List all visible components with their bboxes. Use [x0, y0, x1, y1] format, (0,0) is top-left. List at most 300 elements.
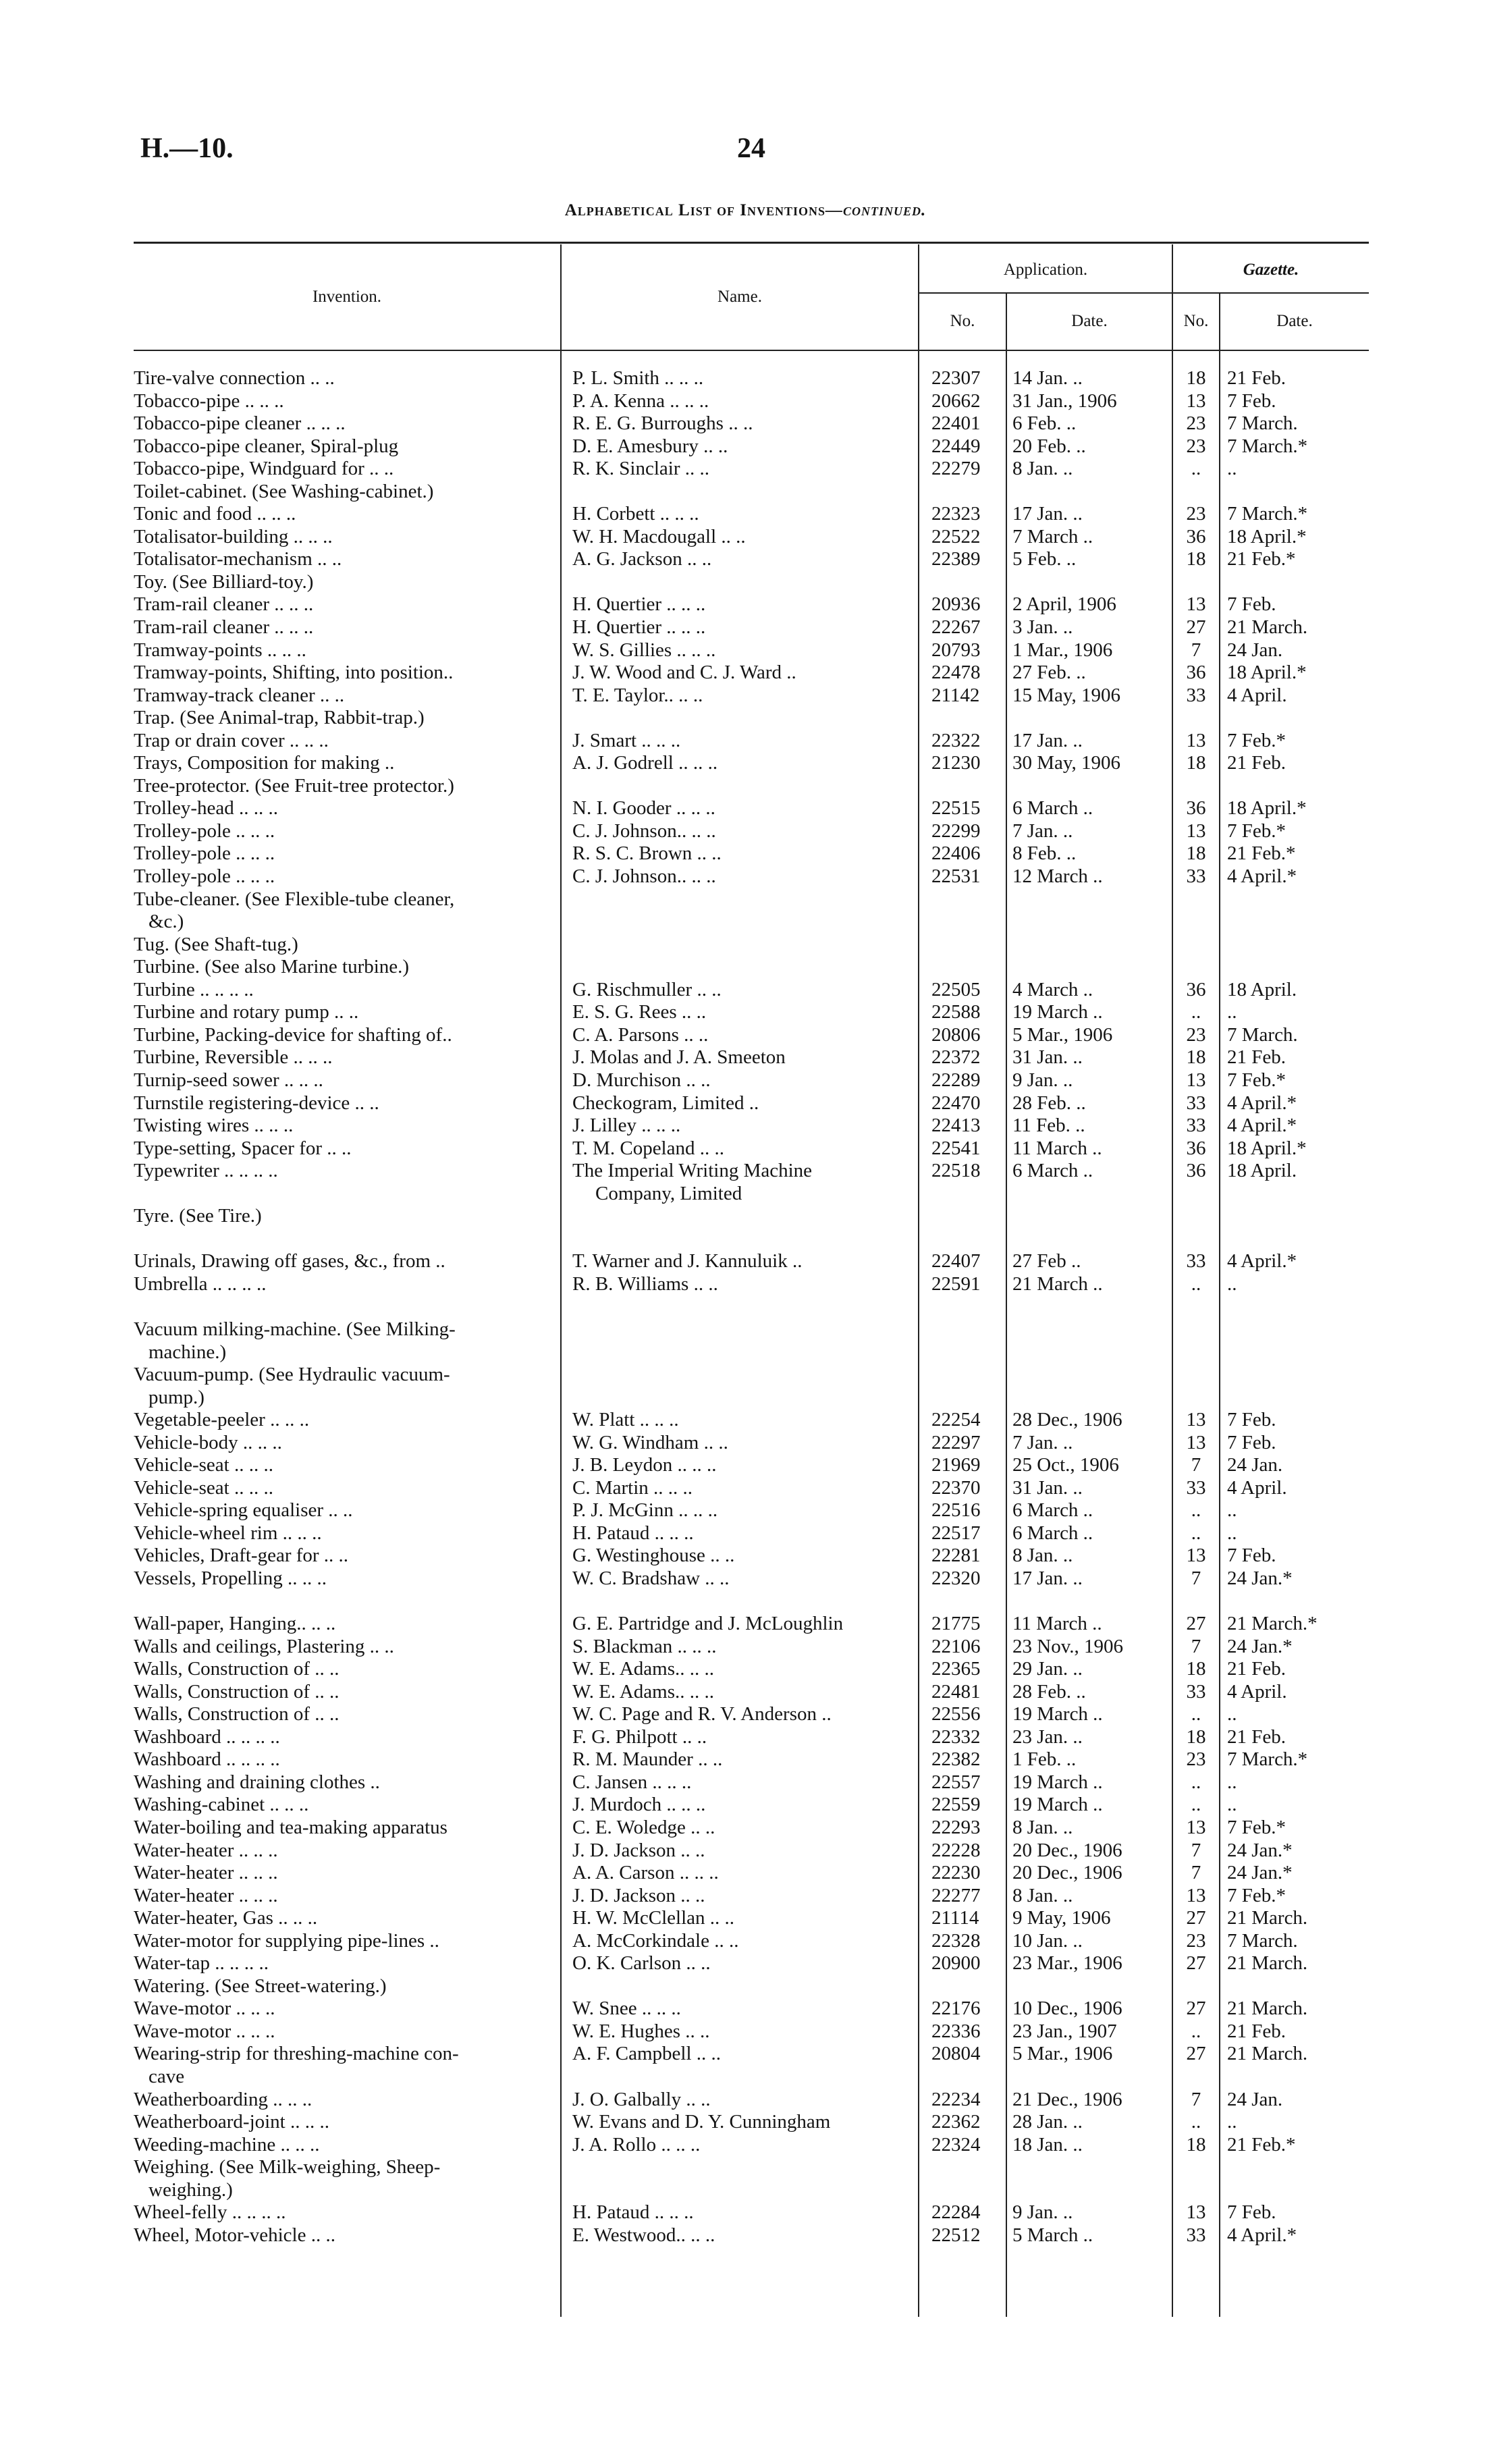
invention-cell	[134, 1160, 539, 1183]
application-number-cell-text: 22289	[931, 1069, 981, 1091]
application-number-cell	[931, 548, 1002, 571]
application-date-cell	[1012, 685, 1154, 707]
application-number-cell-text: 22515	[931, 797, 981, 820]
invention-cell	[134, 842, 539, 865]
table-row	[0, 820, 1491, 843]
application-number-cell	[931, 730, 1002, 753]
name-cell	[572, 752, 910, 775]
gazette-number-cell	[1183, 1613, 1210, 1636]
application-date-cell	[1012, 1726, 1154, 1749]
gazette-date-cell-text: 24 Jan.*	[1227, 1862, 1293, 1884]
name-cell-text: P. L. Smith .. .. ..	[572, 367, 704, 389]
gazette-date-cell	[1227, 367, 1342, 390]
gazette-number-cell-text: 27	[1186, 2043, 1206, 2065]
name-cell-text: E. Westwood.. .. ..	[572, 2224, 715, 2246]
invention-cell	[134, 685, 539, 707]
gazette-number-cell-text: 13	[1186, 729, 1206, 751]
application-number-cell-text: 22449	[931, 435, 981, 457]
application-number-cell-text: 22407	[931, 1250, 981, 1273]
application-date-cell-text: 19 March ..	[1012, 1001, 1103, 1023]
application-date-cell	[1012, 1748, 1154, 1771]
invention-cell	[134, 458, 539, 481]
application-date-cell-text: 8 Jan. ..	[1012, 458, 1073, 480]
application-date-cell-text: 20 Dec., 1906	[1012, 1839, 1122, 1861]
invention-cell	[134, 1273, 539, 1296]
invention-cell	[134, 1636, 539, 1659]
application-underline	[918, 292, 1369, 294]
gazette-date-cell	[1227, 458, 1342, 481]
invention-cell-text: Wave-motor .. .. ..	[134, 2020, 275, 2042]
gazette-date-cell-text: 4 April.*	[1227, 1115, 1297, 1137]
application-number-cell-text: 22230	[931, 1862, 981, 1884]
application-date-cell-text: 20 Feb. ..	[1012, 435, 1086, 457]
application-date-cell-text: 28 Dec., 1906	[1012, 1409, 1122, 1431]
name-cell	[572, 1771, 910, 1794]
gazette-number-cell	[1183, 752, 1210, 775]
name-cell-text: H. Corbett .. .. ..	[572, 503, 699, 525]
invention-cell-text: Weeding-machine .. .. ..	[134, 2133, 320, 2155]
application-date-cell-text: 11 March ..	[1012, 1613, 1102, 1635]
invention-cell-text: Water-motor for supplying pipe-lines ..	[134, 1929, 439, 1952]
page-subtitle	[0, 201, 1491, 220]
gazette-number-cell-text: ..	[1191, 1794, 1201, 1816]
name-cell	[572, 2201, 910, 2224]
application-date-cell	[1012, 662, 1154, 685]
table-row	[0, 1590, 1491, 1613]
table-row	[0, 1681, 1491, 1704]
gazette-date-cell	[1227, 1771, 1342, 1794]
gazette-date-cell-text: ..	[1227, 1499, 1237, 1522]
table-row	[0, 1069, 1491, 1092]
application-number-cell	[931, 435, 1002, 458]
application-date-cell-text: 6 March ..	[1012, 1160, 1093, 1182]
application-date-cell-text: 27 Feb. ..	[1012, 662, 1086, 684]
gazette-number-cell	[1183, 2201, 1210, 2224]
application-date-cell	[1012, 616, 1154, 639]
gazette-date-cell-text: ..	[1227, 1703, 1237, 1725]
invention-cell-text: Wave-motor .. .. ..	[134, 1998, 275, 2020]
gazette-number-cell-text: 23	[1186, 412, 1206, 435]
gazette-number-cell	[1183, 1432, 1210, 1455]
name-cell	[572, 548, 910, 571]
name-cell-text: W. E. Adams.. .. ..	[572, 1658, 714, 1680]
gazette-date-cell-text: 21 March.	[1227, 1907, 1308, 1929]
name-cell	[572, 2043, 910, 2066]
application-date-cell-text: 23 Mar., 1906	[1012, 1952, 1122, 1975]
gazette-number-cell-text: 18	[1186, 1046, 1206, 1069]
table-row	[0, 1545, 1491, 1568]
invention-cell	[134, 1840, 539, 1863]
name-cell	[572, 458, 910, 481]
name-cell-text: D. Murchison .. ..	[572, 1069, 711, 1091]
gazette-date-cell-text: 4 April.*	[1227, 1250, 1297, 1273]
application-number-cell-text: 22297	[931, 1431, 981, 1453]
gazette-number-cell-text: 7	[1191, 2088, 1201, 2110]
table-row	[0, 662, 1491, 685]
name-cell	[572, 1885, 910, 1908]
gazette-number-cell	[1183, 1907, 1210, 1930]
application-date-cell	[1012, 458, 1154, 481]
application-date-cell-text: 5 Mar., 1906	[1012, 2043, 1113, 2065]
header-bottom-rule	[134, 350, 1369, 351]
name-cell-text: J. O. Galbally .. ..	[572, 2088, 711, 2110]
application-number-cell-text: 22106	[931, 1635, 981, 1657]
application-number-cell-text: 22556	[931, 1703, 981, 1725]
invention-cell	[134, 1703, 539, 1726]
invention-cell	[134, 1454, 539, 1477]
gazette-date-cell-text: 4 April.*	[1227, 1092, 1297, 1114]
table-row	[0, 1318, 1491, 1364]
application-date-cell	[1012, 2020, 1154, 2043]
gazette-number-cell	[1183, 1636, 1210, 1659]
gazette-date-cell-text: 7 Feb.	[1227, 1431, 1276, 1453]
gazette-date-cell	[1227, 390, 1342, 413]
invention-cell-text: Water-heater .. .. ..	[134, 1862, 278, 1884]
application-number-cell	[931, 1703, 1002, 1726]
gazette-number-cell-text: 18	[1186, 842, 1206, 865]
gazette-date-cell	[1227, 1046, 1342, 1069]
invention-table-body	[0, 367, 1491, 2247]
name-cell-text: J. Smart .. .. ..	[572, 729, 681, 751]
table-row	[0, 1250, 1491, 1273]
application-date-cell-text: 6 March ..	[1012, 1522, 1093, 1544]
invention-cell	[134, 1885, 539, 1908]
application-date-cell	[1012, 1952, 1154, 1975]
application-date-cell	[1012, 412, 1154, 435]
invention-cell	[134, 616, 539, 639]
invention-cell-text: Turbine. (See also Marine turbine.)	[134, 956, 410, 978]
gazette-date-cell	[1227, 1545, 1342, 1568]
invention-cell-text: Weighing. (See Milk-weighing, Sheep-	[134, 2156, 441, 2178]
gazette-date-cell-text: 24 Jan.*	[1227, 1635, 1293, 1657]
table-row	[0, 1907, 1491, 1930]
name-cell-text: J. D. Jackson .. ..	[572, 1839, 705, 1861]
name-cell-text: W. H. Macdougall .. ..	[572, 525, 746, 547]
gazette-number-cell-text: ..	[1191, 2020, 1201, 2042]
invention-cell-text: Tobacco-pipe cleaner .. .. ..	[134, 412, 346, 435]
invention-cell	[134, 1748, 539, 1771]
gazette-date-cell	[1227, 1907, 1342, 1930]
name-cell-text: R. K. Sinclair .. ..	[572, 458, 709, 480]
invention-cell-text: Vessels, Propelling .. .. ..	[134, 1567, 327, 1589]
gazette-number-cell-text: 27	[1186, 616, 1206, 639]
name-cell	[572, 730, 910, 753]
name-cell	[572, 685, 910, 707]
gazette-date-cell	[1227, 2134, 1342, 2157]
application-number-cell-text: 22478	[931, 662, 981, 684]
invention-cell-text: Walls, Construction of .. ..	[134, 1703, 340, 1725]
invention-cell-text: Vacuum-pump. (See Hydraulic vacuum-	[134, 1364, 450, 1386]
invention-cell-text: Type-setting, Spacer for .. ..	[134, 1137, 352, 1159]
application-number-cell	[931, 2089, 1002, 2112]
application-number-cell-text: 22299	[931, 820, 981, 842]
gazette-date-cell	[1227, 1454, 1342, 1477]
gazette-date-cell-text: 7 March.*	[1227, 435, 1308, 457]
gazette-date-cell-text: 7 Feb.	[1227, 390, 1276, 412]
application-date-cell	[1012, 1771, 1154, 1794]
gazette-number-cell	[1183, 1499, 1210, 1522]
application-number-cell-text: 22522	[931, 525, 981, 547]
table-row	[0, 752, 1491, 775]
application-date-cell-text: 8 Feb. ..	[1012, 842, 1077, 865]
gazette-number-cell	[1183, 458, 1210, 481]
application-date-cell-text: 9 Jan. ..	[1012, 1069, 1073, 1091]
gazette-date-cell-text: 4 April.	[1227, 684, 1287, 706]
invention-cell	[134, 1952, 539, 1975]
gazette-date-cell-text: 21 Feb.	[1227, 1046, 1286, 1069]
gazette-date-cell-text: ..	[1227, 1001, 1237, 1023]
invention-cell-text: Trolley-pole .. .. ..	[134, 842, 275, 865]
invention-cell	[134, 2043, 539, 2088]
application-number-cell	[931, 1454, 1002, 1477]
invention-cell	[134, 367, 539, 390]
name-cell-text: W. C. Bradshaw .. ..	[572, 1567, 730, 1589]
gazette-date-cell-text: 7 Feb.*	[1227, 1884, 1286, 1906]
invention-cell	[134, 1726, 539, 1749]
table-row	[0, 685, 1491, 707]
application-number-cell-text: 22362	[931, 2111, 981, 2133]
gazette-number-cell-text: 33	[1186, 1115, 1206, 1137]
gazette-number-cell-text: 23	[1186, 435, 1206, 457]
name-cell	[572, 526, 910, 549]
application-date-cell	[1012, 1703, 1154, 1726]
name-cell-text: A. J. Godrell .. .. ..	[572, 752, 718, 774]
application-date-cell-text: 17 Jan. ..	[1012, 729, 1083, 751]
name-cell	[572, 2224, 910, 2247]
gazette-number-cell-text: 13	[1186, 593, 1206, 616]
table-row	[0, 775, 1491, 798]
application-number-cell	[931, 2224, 1002, 2247]
invention-cell	[134, 2134, 539, 2157]
gazette-number-cell	[1183, 1069, 1210, 1092]
application-date-cell	[1012, 1545, 1154, 1568]
gazette-number-cell	[1183, 390, 1210, 413]
application-number-cell-text: 22328	[931, 1929, 981, 1952]
name-cell-text: C. Martin .. .. ..	[572, 1476, 693, 1499]
invention-cell-text: Toy. (See Billiard-toy.)	[134, 570, 314, 593]
table-row	[0, 1998, 1491, 2020]
application-number-cell	[931, 1817, 1002, 1840]
table-row	[0, 390, 1491, 413]
gazette-date-cell-text: 18 April.*	[1227, 525, 1307, 547]
application-date-cell-text: 8 Jan. ..	[1012, 1884, 1073, 1906]
gazette-number-cell	[1183, 842, 1210, 865]
application-number-cell	[931, 979, 1002, 1002]
application-date-cell	[1012, 730, 1154, 753]
application-date-cell	[1012, 1250, 1154, 1273]
application-number-cell	[931, 1024, 1002, 1047]
gazette-number-cell	[1183, 1024, 1210, 1047]
name-cell-text: R. M. Maunder .. ..	[572, 1748, 723, 1771]
application-number-cell-text: 22279	[931, 458, 981, 480]
invention-cell-text: Typewriter .. .. .. ..	[134, 1160, 278, 1182]
invention-cell-text: Vehicle-body .. .. ..	[134, 1431, 282, 1453]
name-cell	[572, 1726, 910, 1749]
gazette-date-cell	[1227, 1613, 1342, 1636]
name-cell-text: R. E. G. Burroughs .. ..	[572, 412, 753, 435]
invention-cell-text: Tramway-points .. .. ..	[134, 639, 306, 661]
invention-cell	[134, 2020, 539, 2043]
application-number-cell-text: 22277	[931, 1884, 981, 1906]
gazette-number-cell-text: 23	[1186, 503, 1206, 525]
application-date-cell	[1012, 1613, 1154, 1636]
invention-cell	[134, 1069, 539, 1092]
application-date-cell	[1012, 1681, 1154, 1704]
invention-continuation: weighing.)	[148, 2178, 233, 2201]
gazette-number-cell-text: 13	[1186, 1431, 1206, 1453]
table-row	[0, 367, 1491, 390]
name-cell-text: H. W. McClellan .. ..	[572, 1907, 735, 1929]
invention-cell-text: Vehicle-seat .. .. ..	[134, 1476, 273, 1499]
gazette-date-cell	[1227, 1862, 1342, 1885]
table-row	[0, 1205, 1491, 1228]
invention-cell	[134, 481, 539, 504]
name-cell	[572, 639, 910, 662]
invention-cell-text: Watering. (See Street-watering.)	[134, 1975, 387, 1997]
name-cell-text: J. Molas and J. A. Smeeton	[572, 1046, 786, 1069]
gazette-date-cell	[1227, 752, 1342, 775]
application-number-cell-text: 22320	[931, 1567, 981, 1589]
header-app-no: No.	[950, 312, 975, 330]
table-row	[0, 1885, 1491, 1908]
gazette-date-cell-text: 4 April.*	[1227, 865, 1297, 888]
name-cell	[572, 1794, 910, 1817]
name-cell-text: H. Quertier .. .. ..	[572, 593, 706, 616]
application-number-cell-text: 22557	[931, 1771, 981, 1793]
table-row	[0, 1409, 1491, 1432]
gazette-number-cell	[1183, 2020, 1210, 2043]
application-number-cell	[931, 797, 1002, 820]
table-row	[0, 1748, 1491, 1771]
application-date-cell	[1012, 1499, 1154, 1522]
name-cell	[572, 616, 910, 639]
application-date-cell	[1012, 1885, 1154, 1908]
application-number-cell	[931, 1748, 1002, 1771]
name-cell	[572, 1160, 910, 1205]
name-cell	[572, 390, 910, 413]
gazette-date-cell	[1227, 865, 1342, 888]
name-cell	[572, 1115, 910, 1137]
table-row	[0, 2134, 1491, 2157]
invention-cell	[134, 1681, 539, 1704]
name-cell-text: A. McCorkindale .. ..	[572, 1929, 739, 1952]
gazette-number-cell-text: 13	[1186, 1817, 1206, 1838]
application-date-cell	[1012, 1636, 1154, 1659]
application-date-cell	[1012, 503, 1154, 526]
name-cell	[572, 820, 910, 843]
gazette-date-cell	[1227, 1001, 1342, 1024]
gazette-number-cell	[1183, 1726, 1210, 1749]
invention-cell	[134, 1568, 539, 1590]
application-number-cell	[931, 1092, 1002, 1115]
application-date-cell-text: 29 Jan. ..	[1012, 1658, 1083, 1680]
gazette-number-cell	[1183, 1952, 1210, 1975]
name-cell-text: A. A. Carson .. .. ..	[572, 1862, 719, 1884]
application-date-cell	[1012, 1840, 1154, 1863]
invention-cell	[134, 1907, 539, 1930]
application-number-cell	[931, 1794, 1002, 1817]
gazette-number-cell	[1183, 1409, 1210, 1432]
application-number-cell-text: 20793	[931, 639, 981, 661]
application-date-cell	[1012, 2111, 1154, 2134]
table-row	[0, 979, 1491, 1002]
name-cell	[572, 662, 910, 685]
table-row	[0, 435, 1491, 458]
invention-cell	[134, 1794, 539, 1817]
gazette-date-cell-text: 24 Jan.*	[1227, 1567, 1293, 1589]
invention-cell-text: Toilet-cabinet. (See Washing-cabinet.)	[134, 480, 434, 502]
invention-cell-text: Vehicle-wheel rim .. .. ..	[134, 1522, 322, 1544]
invention-cell	[134, 1364, 539, 1409]
application-date-cell	[1012, 1454, 1154, 1477]
invention-cell-text: Water-heater, Gas .. .. ..	[134, 1907, 318, 1929]
header-application: Application.	[1003, 261, 1088, 279]
invention-cell	[134, 548, 539, 571]
application-date-cell-text: 7 Jan. ..	[1012, 1431, 1073, 1453]
application-date-cell	[1012, 1069, 1154, 1092]
invention-cell	[134, 934, 539, 957]
table-row	[0, 842, 1491, 865]
gazette-number-cell	[1183, 1250, 1210, 1273]
name-cell-text: P. A. Kenna .. .. ..	[572, 390, 709, 412]
application-number-cell	[931, 616, 1002, 639]
application-date-cell-text: 11 March ..	[1012, 1137, 1102, 1159]
name-cell	[572, 842, 910, 865]
application-number-cell-text: 22307	[931, 367, 981, 389]
application-date-cell	[1012, 1658, 1154, 1681]
application-date-cell	[1012, 842, 1154, 865]
invention-cell-text: Tree-protector. (See Fruit-tree protector.)	[134, 774, 454, 797]
gazette-number-cell	[1183, 820, 1210, 843]
gazette-number-cell-text: ..	[1191, 1771, 1201, 1793]
application-date-cell	[1012, 367, 1154, 390]
gazette-number-cell-text: 13	[1186, 1069, 1206, 1091]
name-cell	[572, 1840, 910, 1863]
gazette-number-cell	[1183, 1568, 1210, 1590]
gazette-number-cell	[1183, 1477, 1210, 1500]
application-date-cell	[1012, 1115, 1154, 1137]
name-cell	[572, 1907, 910, 1930]
name-cell	[572, 1069, 910, 1092]
application-date-cell-text: 19 March ..	[1012, 1794, 1103, 1816]
invention-cell-text: Vacuum milking-machine. (See Milking-	[134, 1318, 456, 1340]
name-cell-text: J. D. Jackson .. ..	[572, 1884, 705, 1906]
application-number-cell	[931, 1432, 1002, 1455]
table-row	[0, 1862, 1491, 1885]
invention-cell-text: Tram-rail cleaner .. .. ..	[134, 593, 314, 616]
name-cell-text: W. E. Hughes .. ..	[572, 2020, 710, 2042]
invention-cell-text: Tobacco-pipe, Windguard for .. ..	[134, 458, 394, 480]
application-date-cell-text: 6 March ..	[1012, 1499, 1093, 1522]
gazette-date-cell-text: ..	[1227, 2111, 1237, 2133]
gazette-number-cell-text: 13	[1186, 390, 1206, 412]
gazette-number-cell	[1183, 2224, 1210, 2247]
name-cell-text: W. Platt .. .. ..	[572, 1409, 679, 1431]
application-number-cell-text: 21230	[931, 752, 981, 774]
gazette-number-cell	[1183, 1001, 1210, 1024]
gazette-date-cell	[1227, 1250, 1342, 1273]
gazette-date-cell	[1227, 1160, 1342, 1183]
invention-cell-text: Tram-rail cleaner .. .. ..	[134, 616, 314, 639]
application-number-cell	[931, 1613, 1002, 1636]
invention-cell	[134, 390, 539, 413]
invention-cell	[134, 979, 539, 1002]
application-number-cell-text: 22512	[931, 2224, 981, 2246]
invention-cell	[134, 526, 539, 549]
application-date-cell-text: 2 April, 1906	[1012, 593, 1116, 616]
application-date-cell	[1012, 1273, 1154, 1296]
gazette-number-cell-text: 36	[1186, 662, 1206, 684]
